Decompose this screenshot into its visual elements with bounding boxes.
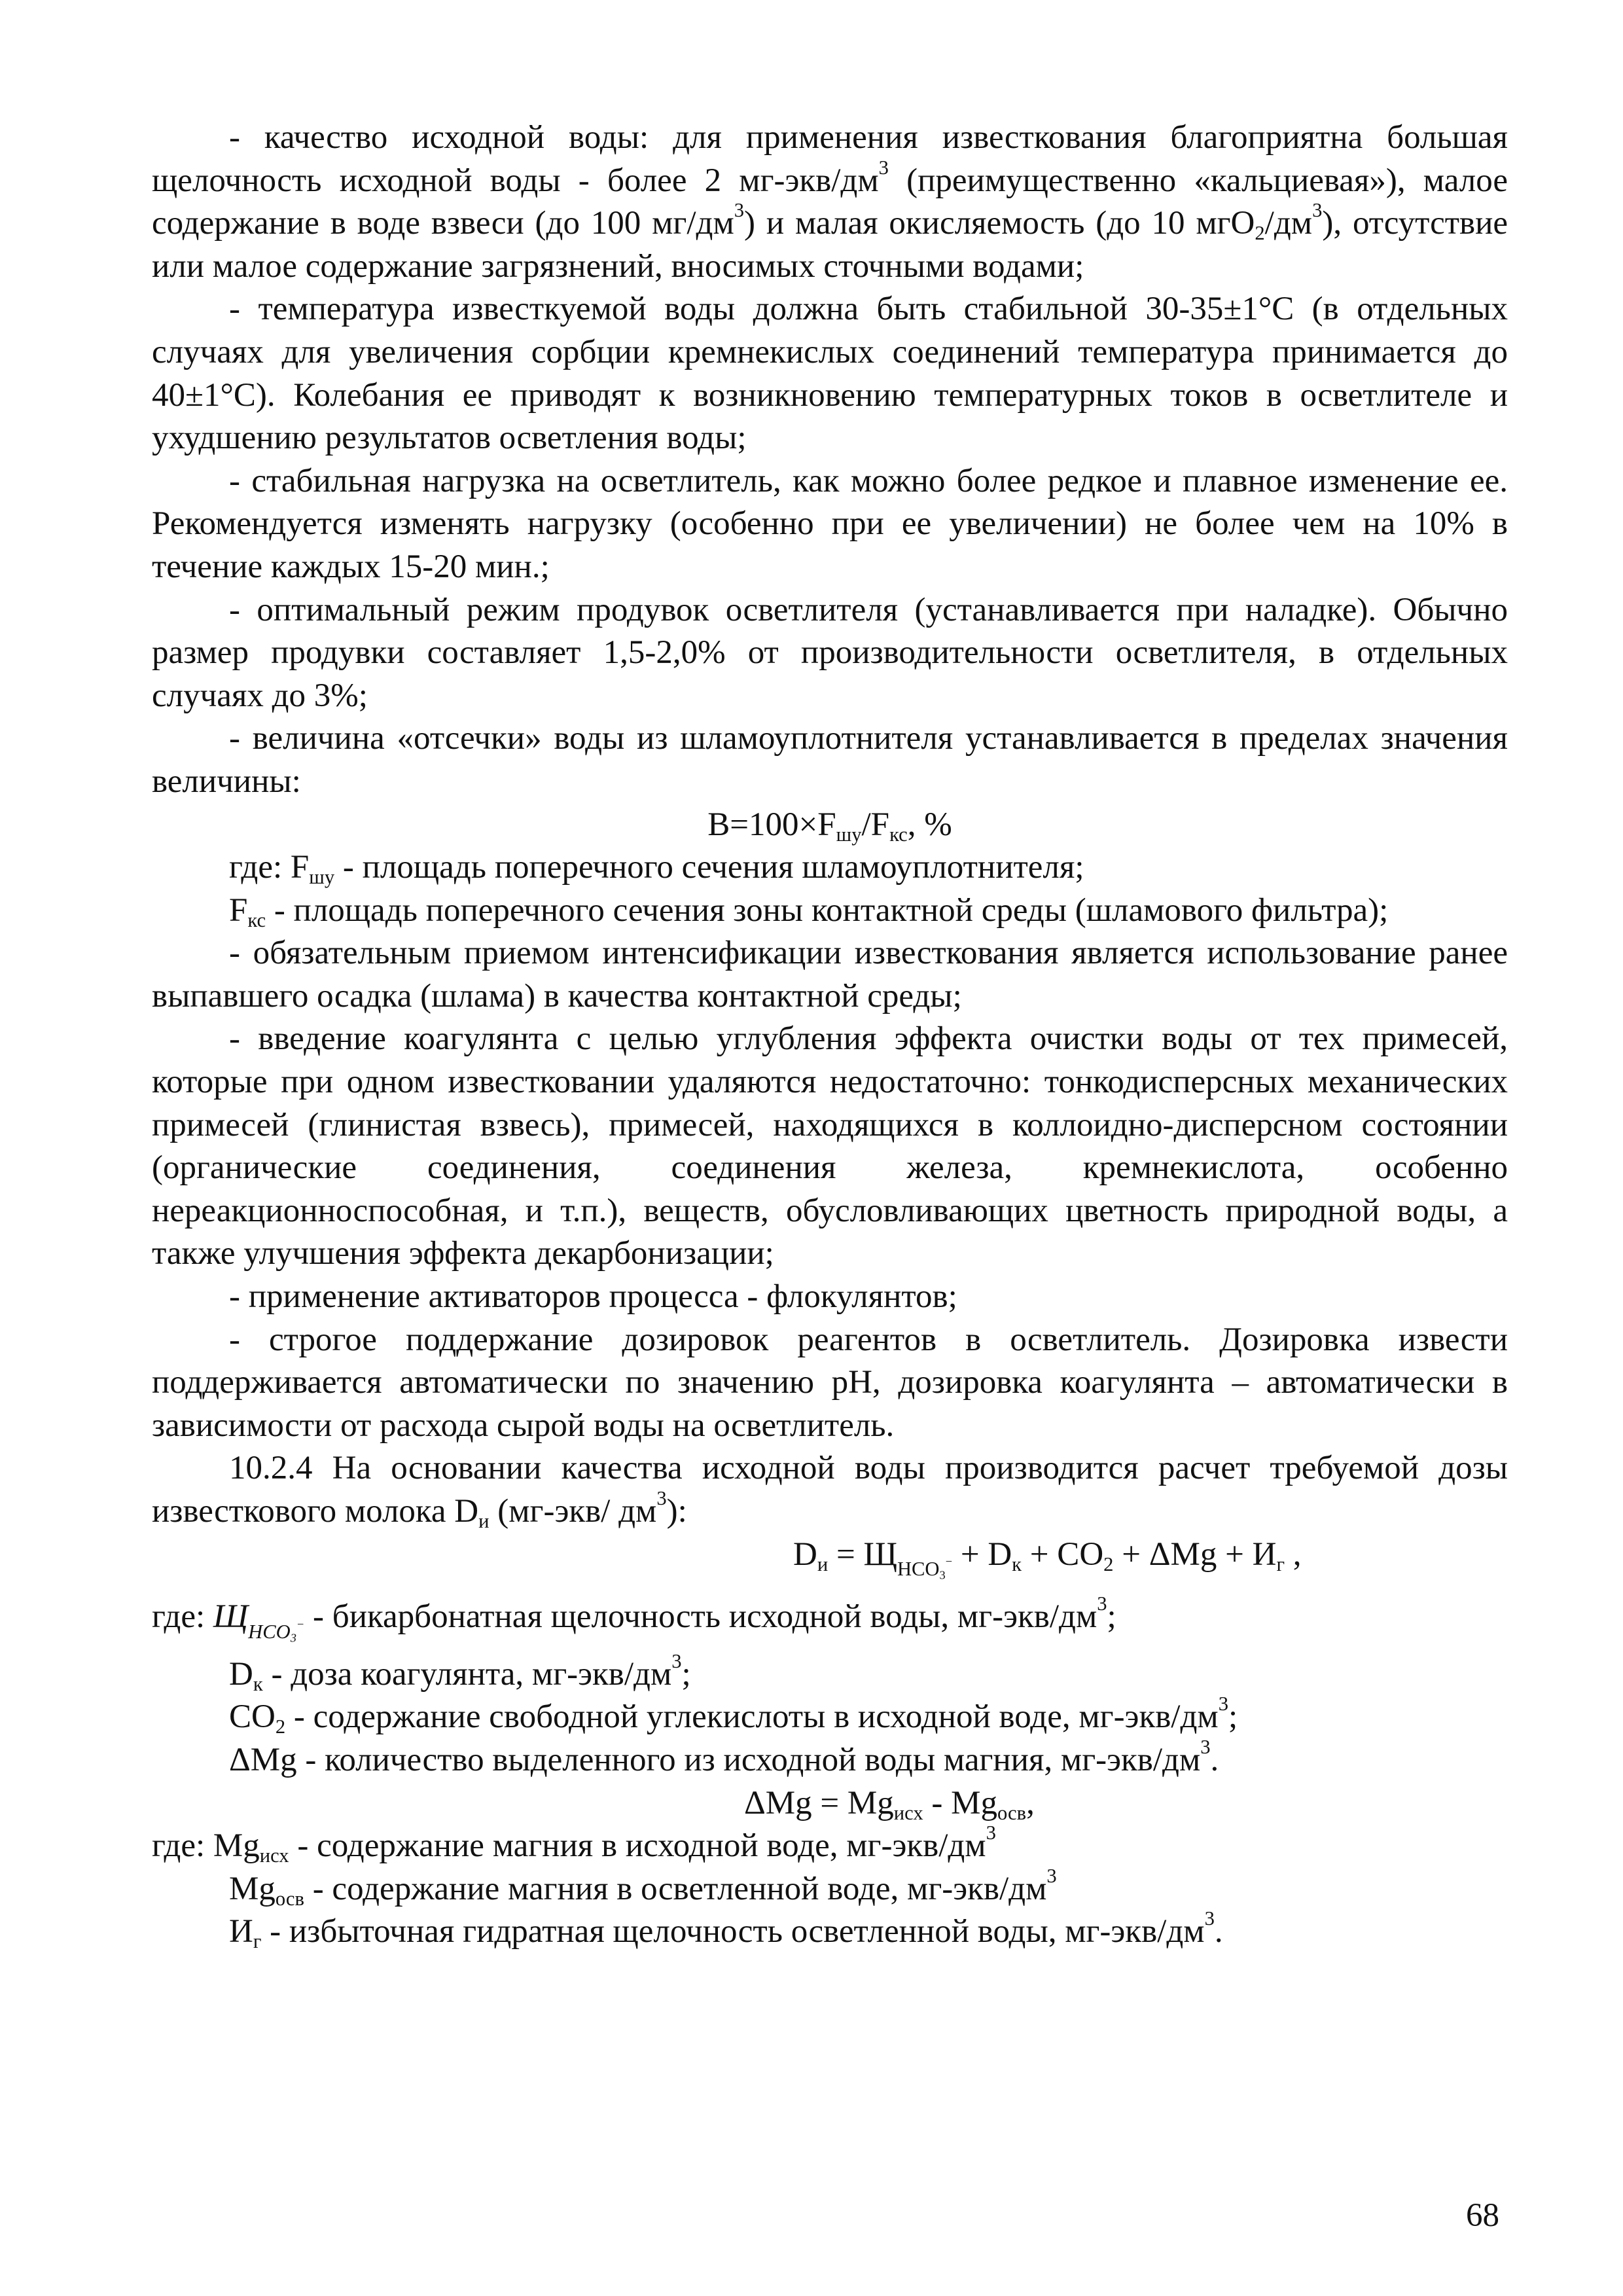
- subscript: 2: [1255, 222, 1265, 245]
- symbol: D: [793, 1535, 817, 1573]
- text-run: - содержание свободной углекислоты в исходной воде, мг-экв/дм: [285, 1698, 1219, 1736]
- subscript-text: HCO: [248, 1621, 291, 1643]
- symbol: F: [229, 891, 248, 929]
- subscript: исх: [893, 1801, 923, 1824]
- where-label: где:: [152, 1827, 213, 1865]
- text-run: - доза коагулянта, мг-экв/дм: [262, 1655, 672, 1693]
- symbol: И: [229, 1913, 253, 1950]
- formula-part: , %: [907, 806, 952, 843]
- definition-excess-alkalinity: [229, 1907, 1508, 1954]
- symbol: CO: [229, 1698, 276, 1736]
- paragraph-flocculants: - применение активаторов процесса - флокулянтов;: [229, 1278, 957, 1316]
- subscript: г: [1276, 1552, 1285, 1575]
- text-run: - избыточная гидратная щелочность осветленной воды, мг-экв/дм: [261, 1913, 1205, 1950]
- paragraph-water-quality: [152, 117, 1508, 288]
- subscript: исх: [259, 1844, 289, 1867]
- formula-part: + ΔMg + И: [1113, 1535, 1277, 1573]
- superscript: 3: [1204, 1907, 1215, 1930]
- formula-part: + CO: [1022, 1535, 1104, 1573]
- formula-part: ΔMg = Mg: [744, 1784, 894, 1821]
- subscript: 3: [939, 1568, 946, 1582]
- paragraph-coagulant: - введение коагулянта с целью углубления эффекта очистки воды от тех примесей, которые при одном известковании удаляются недостаточно: тонкодисперсных механических примесей (глинистая взвесь), примесей, находящихся в коллоидно-дисперсном состоянии (органические соединения, соединения железа, кремнекислота, особенно нереакционноспособная, и т.п.), веществ, обусловливающих цветность природной воды, а также улучшения эффекта декарбонизации;: [152, 1020, 1508, 1272]
- formula-lime-dose: [793, 1534, 1508, 1582]
- text-run: - содержание магния в исходной воде, мг-экв/дм: [289, 1827, 986, 1865]
- text-run: ;: [681, 1655, 691, 1693]
- formula-part: ,: [1026, 1784, 1035, 1821]
- definition-coagulant-dose: [229, 1649, 1508, 1696]
- symbol: F: [290, 849, 310, 886]
- subscript: 2: [1103, 1552, 1114, 1575]
- superscript: 3: [1097, 1592, 1107, 1615]
- definition-mg-clarified: [229, 1864, 1508, 1911]
- text-run: 10.2.4 На основании качества исходной воды производится расчет требуемой дозы известкового молока D: [152, 1450, 1508, 1530]
- subscript: кс: [889, 823, 908, 846]
- text-run: (мг-экв/ дм: [489, 1493, 657, 1530]
- text-run: ;: [1228, 1698, 1238, 1736]
- paragraph-load: - стабильная нагрузка на осветлитель, как можно более редкое и плавное изменение ее. Рекомендуется изменять нагрузку (особенно при ее увеличении) не более чем на 10% в течение каждых 15-20 мин.;: [152, 462, 1508, 585]
- subscript: шу: [836, 823, 862, 846]
- paragraph-blowdown: - оптимальный режим продувок осветлителя (устанавливается при наладке). Обычно размер продувки составляет 1,5-2,0% от производительности осветлителя, в отдельных случаях до 3%;: [152, 591, 1508, 714]
- paragraph-lime-dose: [152, 1447, 1508, 1533]
- subscript: шу: [309, 866, 335, 889]
- superscript: 3: [656, 1487, 667, 1509]
- definition-mg-initial: [152, 1821, 1508, 1868]
- superscript: −: [296, 1617, 305, 1631]
- paragraph-sludge: - обязательным приемом интенсификации известкования является использование ранее выпавшего осадка (шлама) в качества контактной среды;: [152, 935, 1508, 1014]
- superscript: −: [945, 1554, 953, 1568]
- text-run: ):: [666, 1493, 687, 1530]
- superscript: 3: [1046, 1864, 1057, 1887]
- symbol: D: [229, 1655, 253, 1693]
- text-run: /дм: [1264, 205, 1313, 242]
- subscript-text: HCO: [897, 1558, 940, 1581]
- formula-delta-mg: [744, 1782, 1508, 1825]
- subscript: к: [253, 1672, 263, 1695]
- text-run: .: [1214, 1913, 1223, 1950]
- text-run: - площадь поперечного сечения шламоуплотнителя;: [342, 849, 1084, 886]
- subscript: 3: [290, 1631, 296, 1645]
- formula-part: - Mg: [923, 1784, 997, 1821]
- subscript: осв: [997, 1801, 1027, 1824]
- paragraph-cutoff: - величина «отсечки» воды из шламоуплотнителя устанавливается в пределах значения величины:: [152, 720, 1508, 800]
- definition-bicarbonate: [152, 1592, 1508, 1645]
- definition-co2: [229, 1693, 1508, 1739]
- subscript: 2: [275, 1715, 286, 1738]
- formula-part: ,: [1285, 1535, 1302, 1573]
- symbol: Щ: [213, 1598, 249, 1636]
- formula-part: /F: [861, 806, 890, 843]
- superscript: 3: [671, 1649, 682, 1672]
- superscript: 3: [878, 156, 889, 179]
- superscript: 3: [1200, 1735, 1211, 1758]
- subscript: [897, 1554, 953, 1582]
- paragraph-temperature: - температура известкуемой воды должна быть стабильной 30-35±1°С (в отдельных случаях для увеличения сорбции кремнекислых соединений температура принимается до 40±1°С). Колебания ее приводят к возникновению температурных токов в осветлителе и ухудшению результатов осветления воды;: [152, 291, 1508, 457]
- document-page: [152, 117, 1508, 1954]
- subscript: к: [1012, 1552, 1022, 1575]
- subscript: кс: [247, 908, 266, 931]
- text-run: - площадь поперечного сечения зоны контактной среды (шламового фильтра);: [266, 891, 1389, 929]
- superscript: 3: [1218, 1693, 1228, 1715]
- symbol: Mg: [229, 1870, 276, 1907]
- text-run: .: [1210, 1741, 1219, 1778]
- where-label: где:: [152, 1598, 213, 1636]
- text-run: ) и малая окисляемость (до 10 мгО: [744, 205, 1255, 242]
- formula-part: + D: [952, 1535, 1012, 1573]
- subscript: г: [253, 1930, 262, 1953]
- text-run: (преимущественно «кальциевая»), малое содержание в воде взвеси (до 100 мг/дм: [152, 162, 1508, 242]
- superscript: 3: [1312, 199, 1323, 222]
- definition-f-ks: [152, 889, 1508, 933]
- symbol: Mg: [213, 1827, 260, 1865]
- page-number: 68: [1466, 2197, 1499, 2234]
- text-run: ;: [1107, 1598, 1116, 1636]
- subscript: [248, 1617, 305, 1645]
- text-run: ΔMg - количество выделенного из исходной воды магния, мг-экв/дм: [229, 1741, 1201, 1778]
- formula-part: = Щ: [828, 1535, 897, 1573]
- definition-f-shu: [152, 846, 1508, 889]
- subscript: осв: [275, 1887, 304, 1910]
- formula-part: В=100×F: [707, 806, 836, 843]
- text-run: - содержание магния в осветленной воде, мг-экв/дм: [304, 1870, 1047, 1907]
- subscript: и: [478, 1510, 490, 1533]
- subscript: и: [817, 1552, 829, 1575]
- where-label: где:: [229, 849, 291, 886]
- paragraph-dosing: - строгое поддержание дозировок реагентов в осветлитель. Дозировка извести поддерживается автоматически по значению pH, дозировка коагулянта – автоматически в зависимости от расхода сырой воды на осветлитель.: [152, 1321, 1508, 1444]
- text-run: ), отсутствие или малое содержание загрязнений, вносимых сточными водами;: [152, 205, 1508, 285]
- superscript: 3: [986, 1821, 996, 1844]
- text-run: - качество исходной воды: для применения известкования благоприятна большая щелочность исходной воды - более 2 мг-экв/дм: [152, 119, 1508, 199]
- superscript: 3: [734, 199, 745, 222]
- definition-delta-mg: [229, 1735, 1508, 1782]
- text-run: - бикарбонатная щелочность исходной воды, мг-экв/дм: [304, 1598, 1097, 1636]
- formula-b: [152, 804, 1508, 847]
